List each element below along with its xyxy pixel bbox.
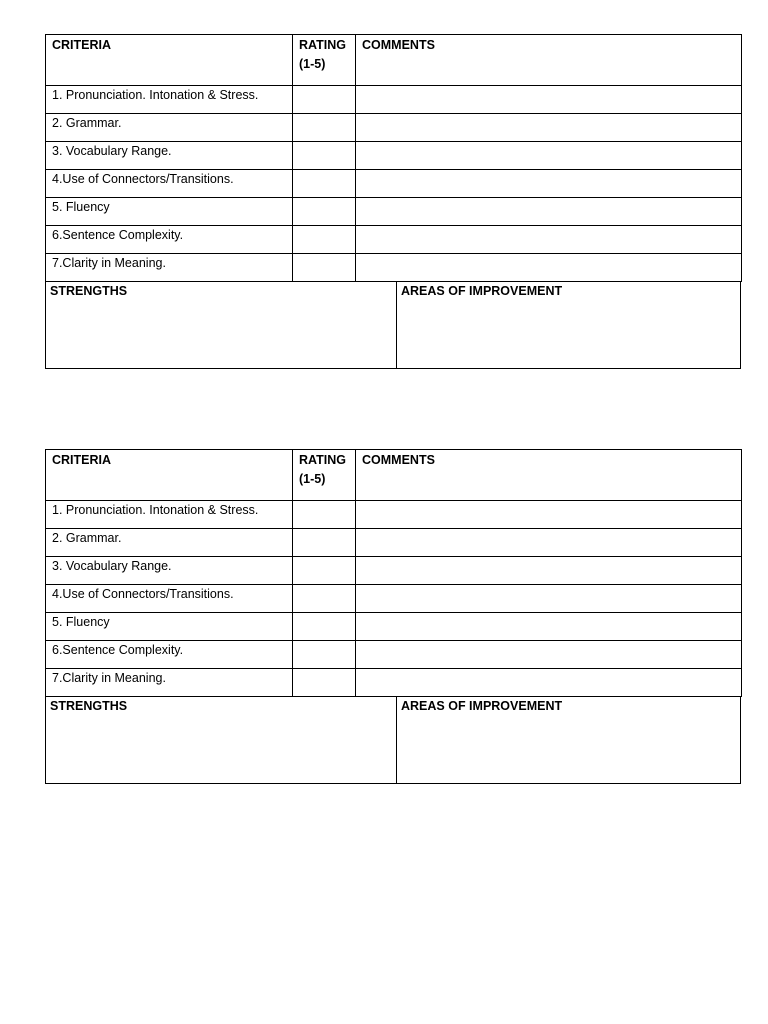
criteria-cell: 3. Vocabulary Range.	[46, 142, 293, 170]
comments-header: COMMENTS	[356, 35, 742, 86]
table-row	[46, 226, 742, 254]
comments-cell[interactable]	[356, 501, 742, 529]
comments-cell[interactable]	[356, 585, 742, 613]
table-header-row	[46, 450, 742, 501]
rating-cell[interactable]	[293, 529, 356, 557]
table-row	[46, 585, 742, 613]
feedback-section	[45, 697, 741, 784]
table-row	[46, 501, 742, 529]
comments-cell[interactable]	[356, 613, 742, 641]
comments-header: COMMENTS	[356, 450, 742, 501]
areas-of-improvement-box[interactable]	[397, 282, 740, 368]
comments-cell[interactable]	[356, 641, 742, 669]
table-row	[46, 529, 742, 557]
feedback-section	[45, 282, 741, 369]
criteria-cell: 2. Grammar.	[46, 529, 293, 557]
rating-cell[interactable]	[293, 114, 356, 142]
table-row	[46, 142, 742, 170]
areas-of-improvement-label: AREAS OF IMPROVEMENT	[401, 699, 563, 713]
rating-header-label: RATING	[299, 453, 346, 467]
criteria-cell: 3. Vocabulary Range.	[46, 557, 293, 585]
table-row	[46, 669, 742, 697]
rating-cell[interactable]	[293, 585, 356, 613]
table-row	[46, 641, 742, 669]
table-row	[46, 170, 742, 198]
comments-cell[interactable]	[356, 114, 742, 142]
criteria-header: CRITERIA	[46, 35, 293, 86]
comments-cell[interactable]	[356, 86, 742, 114]
table-row	[46, 613, 742, 641]
criteria-table	[45, 449, 742, 697]
rating-cell[interactable]	[293, 613, 356, 641]
criteria-header: CRITERIA	[46, 450, 293, 501]
strengths-box[interactable]	[46, 697, 397, 783]
rating-header-scale: (1-5)	[299, 472, 326, 486]
criteria-cell: 6.Sentence Complexity.	[46, 641, 293, 669]
rating-header	[293, 450, 356, 501]
areas-of-improvement-box[interactable]	[397, 697, 740, 783]
comments-cell[interactable]	[356, 557, 742, 585]
comments-cell[interactable]	[356, 198, 742, 226]
criteria-cell: 2. Grammar.	[46, 114, 293, 142]
evaluation-form-2	[45, 449, 741, 784]
rating-header	[293, 35, 356, 86]
comments-cell[interactable]	[356, 226, 742, 254]
table-row	[46, 114, 742, 142]
criteria-cell: 7.Clarity in Meaning.	[46, 669, 293, 697]
comments-cell[interactable]	[356, 142, 742, 170]
table-row	[46, 557, 742, 585]
table-header-row	[46, 35, 742, 86]
criteria-table	[45, 34, 742, 282]
criteria-cell: 1. Pronunciation. Intonation & Stress.	[46, 501, 293, 529]
comments-cell[interactable]	[356, 170, 742, 198]
rating-header-scale: (1-5)	[299, 57, 326, 71]
strengths-label: STRENGTHS	[50, 284, 128, 298]
rating-header-label: RATING	[299, 38, 346, 52]
criteria-cell: 5. Fluency	[46, 198, 293, 226]
criteria-cell: 5. Fluency	[46, 613, 293, 641]
rating-cell[interactable]	[293, 142, 356, 170]
rating-cell[interactable]	[293, 198, 356, 226]
strengths-box[interactable]	[46, 282, 397, 368]
rating-cell[interactable]	[293, 86, 356, 114]
strengths-label: STRENGTHS	[50, 699, 128, 713]
criteria-cell: 4.Use of Connectors/Transitions.	[46, 585, 293, 613]
comments-cell[interactable]	[356, 529, 742, 557]
criteria-cell: 6.Sentence Complexity.	[46, 226, 293, 254]
rating-cell[interactable]	[293, 669, 356, 697]
rating-cell[interactable]	[293, 254, 356, 282]
criteria-cell: 4.Use of Connectors/Transitions.	[46, 170, 293, 198]
comments-cell[interactable]	[356, 669, 742, 697]
criteria-cell: 1. Pronunciation. Intonation & Stress.	[46, 86, 293, 114]
rating-cell[interactable]	[293, 170, 356, 198]
table-row	[46, 254, 742, 282]
areas-of-improvement-label: AREAS OF IMPROVEMENT	[401, 284, 563, 298]
comments-cell[interactable]	[356, 254, 742, 282]
rating-cell[interactable]	[293, 641, 356, 669]
rating-cell[interactable]	[293, 501, 356, 529]
table-row	[46, 198, 742, 226]
criteria-cell: 7.Clarity in Meaning.	[46, 254, 293, 282]
table-row	[46, 86, 742, 114]
rating-cell[interactable]	[293, 226, 356, 254]
rating-cell[interactable]	[293, 557, 356, 585]
evaluation-form-1	[45, 34, 741, 369]
